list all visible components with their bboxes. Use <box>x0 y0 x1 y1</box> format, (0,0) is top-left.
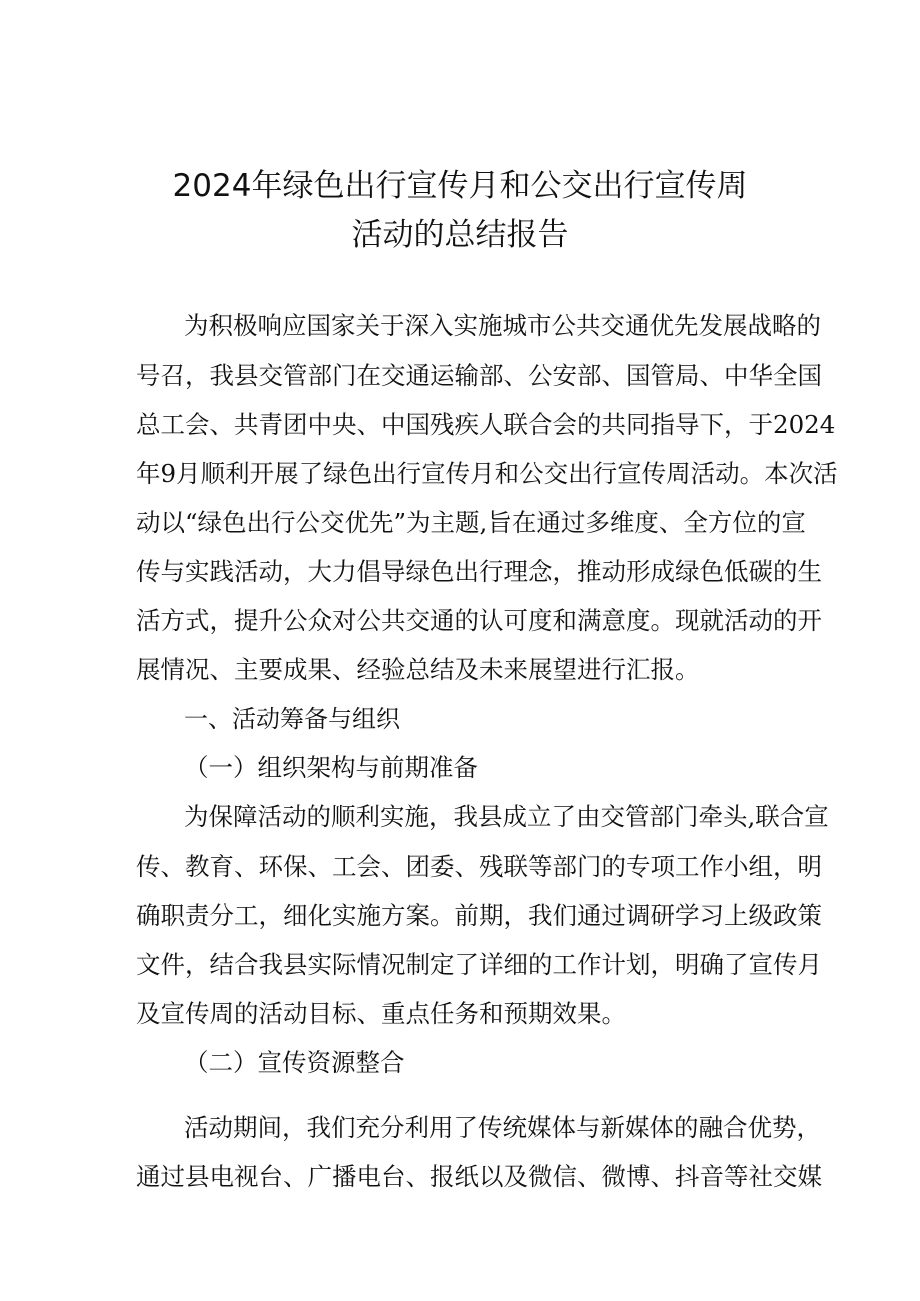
body-line: 活动期间，我们充分利用了传统媒体与新媒体的融合优势， <box>184 1113 821 1142</box>
body-line: 通过县电视台、广播电台、报纸以及微信、微博、抖音等社交媒 <box>136 1162 822 1191</box>
intro-line: 展情况、主要成果、经验总结及未来展望进行汇报。 <box>136 655 700 684</box>
intro-line: 传与实践活动，大力倡导绿色出行理念，推动形成绿色低碳的生 <box>136 557 822 586</box>
document-title-line-1: 2024年绿色出行宣传月和公交出行宣传周 <box>172 168 748 204</box>
section-1-heading: 一、活动筹备与组织 <box>184 705 400 733</box>
subsection-1-heading: （一）组织架构与前期准备 <box>184 753 478 782</box>
intro-line: 为积极响应国家关于深入实施城市公共交通优先发展战略的 <box>184 311 821 340</box>
intro-line: 动以“绿色出行公交优先”为主题,旨在通过多维度、全方位的宣 <box>136 508 806 537</box>
intro-line: 号召，我县交管部门在交通运输部、公安部、国管局、中华全国 <box>136 361 822 390</box>
intro-line: 年9月顺利开展了绿色出行宣传月和公交出行宣传周活动。本次活 <box>136 459 838 488</box>
body-line: 为保障活动的顺利实施，我县成立了由交管部门牵头,联合宣 <box>184 802 829 831</box>
intro-line: 总工会、共青团中央、中国残疾人联合会的共同指导下，于2024 <box>136 410 836 439</box>
body-line: 传、教育、环保、工会、团委、残联等部门的专项工作小组，明 <box>136 852 822 881</box>
document-title-line-2: 活动的总结报告 <box>351 217 569 253</box>
subsection-2-heading: （二）宣传资源整合 <box>184 1048 405 1077</box>
intro-line: 活方式，提升公众对公共交通的认可度和满意度。现就活动的开 <box>136 606 822 635</box>
body-line: 及宣传周的活动目标、重点任务和预期效果。 <box>136 999 626 1028</box>
body-line: 确职责分工，细化实施方案。前期，我们通过调研学习上级政策 <box>136 901 822 930</box>
body-line: 文件，结合我县实际情况制定了详细的工作计划，明确了宣传月 <box>136 950 822 979</box>
